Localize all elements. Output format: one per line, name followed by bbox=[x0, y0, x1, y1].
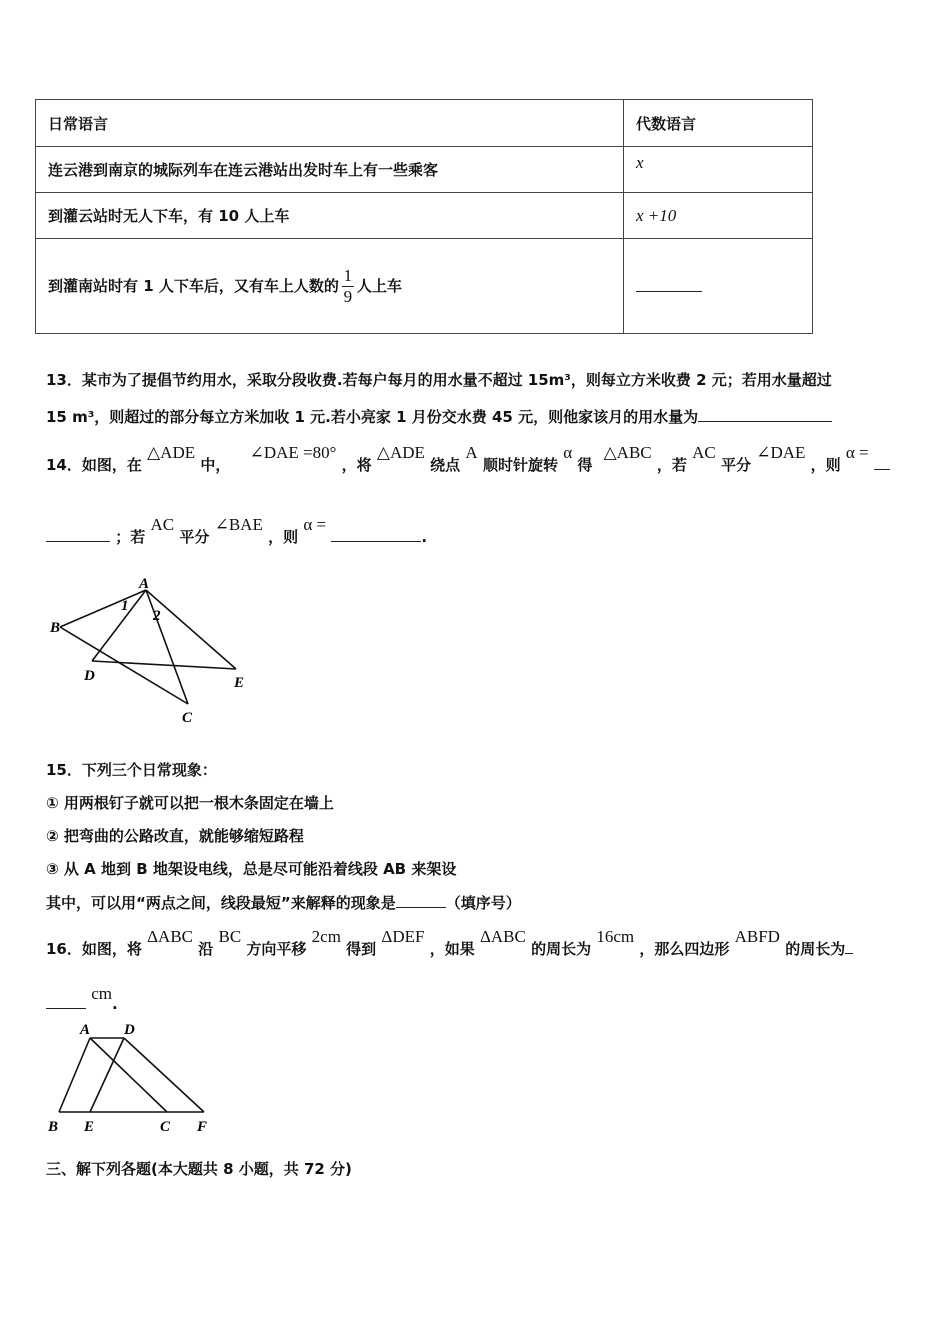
q15-item1: ① 用两根钉子就可以把一根木条固定在墙上 bbox=[46, 794, 334, 812]
table-cell-expr: x +10 bbox=[624, 193, 813, 239]
q15-question: 其中，可以用“两点之间，线段最短”来解释的现象是 （填序号） bbox=[46, 894, 521, 912]
q16-line2: cm. bbox=[46, 984, 118, 1004]
table-header-daily: 日常语言 bbox=[36, 100, 624, 147]
segment-ac bbox=[90, 1038, 167, 1112]
angle-1-label: 1 bbox=[121, 598, 129, 614]
table-cell-text: 到灌云站时无人下车，有 10 人上车 bbox=[36, 193, 624, 239]
point-a-label: A bbox=[139, 576, 150, 592]
segment-df bbox=[124, 1038, 204, 1112]
language-table bbox=[35, 99, 813, 334]
q15-item2: ② 把弯曲的公路改直，就能够缩短路程 bbox=[46, 827, 304, 845]
table-answer-blank[interactable] bbox=[624, 239, 813, 334]
q14-line2: ；若 AC 平分 ∠BAE ，则 α = . bbox=[46, 514, 427, 535]
q15-answer-blank[interactable] bbox=[396, 893, 446, 908]
q13-answer-blank[interactable] bbox=[698, 407, 832, 422]
q16-answer-blank[interactable] bbox=[46, 994, 86, 1009]
point-c-label: C bbox=[182, 710, 193, 726]
point-d-label: D bbox=[124, 1022, 135, 1038]
point-f-label: F bbox=[197, 1119, 208, 1135]
q14-rotation-figure bbox=[46, 572, 256, 732]
q14-blank-1a[interactable] bbox=[874, 455, 890, 470]
point-b-label: B bbox=[50, 620, 61, 636]
section-3-heading: 三、解下列各题(本大题共 8 小题，共 72 分) bbox=[46, 1160, 352, 1178]
segment-ad bbox=[92, 590, 146, 661]
segment-ae bbox=[146, 590, 236, 669]
q13-line2: 15 m³，则超过的部分每立方米加收 1 元.若小亮家 1 月份交水费 45 元，则他家该月的用水量为 bbox=[46, 406, 832, 427]
point-a-label: A bbox=[80, 1022, 91, 1038]
q15-item3: ③ 从 A 地到 B 地架设电线，总是尽可能沿着线段 AB 来架设 bbox=[46, 860, 457, 878]
point-b-label: B bbox=[48, 1119, 59, 1135]
point-c-label: C bbox=[160, 1119, 171, 1135]
table-header-algebra: 代数语言 bbox=[624, 100, 813, 147]
q13-line1: 13．某市为了提倡节约用水，采取分段收费.若每户每月的用水量不超过 15m³，则每立方米收费 2 元；若用水量超过 bbox=[46, 371, 832, 389]
segment-ab bbox=[59, 1038, 90, 1112]
q16-blank-a[interactable] bbox=[845, 939, 853, 954]
table-cell-text: 连云港到南京的城际列车在连云港站出发时车上有一些乘客 bbox=[36, 147, 624, 193]
point-e-label: E bbox=[234, 675, 245, 691]
q15-title: 15．下列三个日常现象： bbox=[46, 761, 217, 779]
q16-line1: 16．如图，将 ΔABC 沿 BC 方向平移 2cm 得到 ΔDEF ，如果 ΔABC 的周长为 16cm ，那么四边形 ABFD 的周长为 bbox=[46, 926, 853, 947]
q14-blank-1b[interactable] bbox=[46, 527, 110, 542]
segment-de bbox=[92, 661, 236, 669]
q16-translation-figure bbox=[46, 1018, 226, 1138]
fraction-one-ninth: $\frac{1}{9}$ bbox=[343, 265, 353, 306]
table-cell-expr: x bbox=[624, 147, 813, 193]
point-d-label: D bbox=[84, 668, 95, 684]
point-e-label: E bbox=[84, 1119, 95, 1135]
angle-2-label: 2 bbox=[153, 608, 161, 624]
table-cell-text: 到灌南站时有 1 人下车后，又有车上人数的 $\frac{1}{9}$ 人上车 bbox=[36, 239, 624, 334]
segment-de bbox=[90, 1038, 124, 1112]
q14-line1: 14．如图，在 △ADE 中， ∠DAE =80° ，将 △ADE 绕点 A 顺时针旋转 α 得 △ABC ，若 AC 平分 ∠DAE ，则 α = bbox=[46, 442, 890, 463]
segment-ab bbox=[60, 590, 146, 627]
q14-blank-2[interactable] bbox=[331, 527, 421, 542]
